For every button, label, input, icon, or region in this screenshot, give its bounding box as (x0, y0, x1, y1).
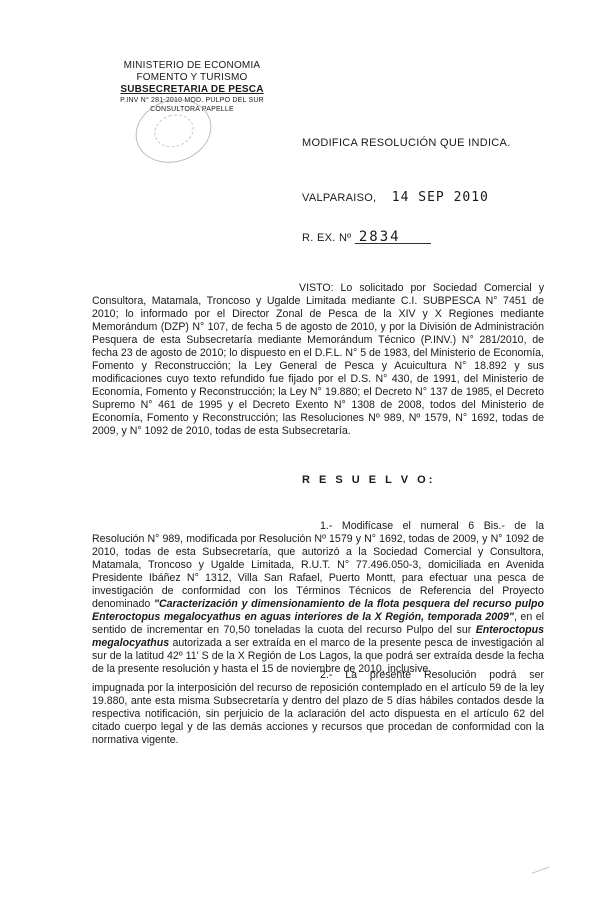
file-reference: P.INV N° 281-2010 MOD. PULPO DEL SUR (120, 97, 264, 104)
ministry-name: MINISTERIO DE ECONOMIA (123, 60, 261, 71)
ministry-subtitle: FOMENTO Y TURISMO (136, 72, 248, 83)
species-name: Enteroctopus megalocyathus (92, 624, 544, 649)
article-2-paragraph (92, 669, 544, 747)
date-stamp: 14 SEP 2010 (391, 190, 489, 205)
visto-paragraph (92, 282, 544, 438)
resuelvo-heading: R E S U E L V O: (302, 474, 436, 486)
visto-text: VISTO: Lo solicitado por Sociedad Comercial y Consultora, Matamala, Troncoso y Ugalde Limitada mediante C.I. SUBPESCA N° 7451 de 2010; lo informado por el Director Zonal de Pesca de la XIV y X Regiones mediante Memorándum (DZP) N° 107, de fecha 5 de agosto de 2010, y por la División de Administración Pesquera de esta Subsecretaría mediante Memorándum Técnico (P.INV.) N° 281/2010, de fecha 23 de agosto de 2010; lo dispuesto en el D.F.L. N° 5 de 1983, del Ministerio de Economía, Fomento y Reconstrucción; la Ley General de Pesca y Acuicultura N° 18.892 y sus modificaciones cuyo texto refundido fue fijado por el D.S. N° 430, de 1991, del Ministerio de Economía, Fomento y Reconstrucción; la Ley N° 19.880; el Decreto N° 137 de 1985, el Decreto Supremo N° 461 de 1995 y el Decreto Exento N° 1308 de 2008, todos del Ministerio de Economía, Fomento y Reconstrucción; las Resoluciones Nº 989, Nº 1579, N° 1692, todas de 2009, y N° 1092 de 2010, todas de esta Subsecretaría. (92, 282, 544, 437)
subsecretary-name: SUBSECRETARIA DE PESCA (120, 84, 264, 95)
project-name: "Caracterización y dimensionamiento de la flota pesquera del recurso pulpo Enteroctopus megalocyathus en aguas interiores de la X Región, temporada 2009" (92, 598, 544, 623)
article-1-paragraph (92, 520, 544, 676)
document-title: MODIFICA RESOLUCIÓN QUE INDICA. (302, 137, 511, 149)
place-label: VALPARAISO, (302, 192, 377, 204)
article-1-text-a: 1.- Modifícase el numeral 6 Bis.- de la Resolución N° 989, modificada por Resolución Nº 1579 y N° 1692, todas de 2009, y N° 1092 de 2010, todas de esta Subsecretaría, que autorizó a la Sociedad Comercial y Consultora, Matamala, Troncoso y Ugalde Limitada, R.U.T. N° 77.496.050-3, domiciliada en Avenida Presidente Ibáñez N° 1312, Villa San Rafael, Puerto Montt, para efectuar una pesca de investigación de conformidad con los Términos Técnicos de Referencia del Proyecto denominado (92, 520, 544, 610)
rex-number: 2834 (355, 232, 431, 244)
resolution-number-line (302, 229, 431, 245)
article-2-text: 2.- La presente Resolución podrá ser impugnada por la interposición del recurso de reposición contemplado en el artículo 59 de la ley 19.880, ante esta misma Subsecretaría y dentro del plazo de 5 días hábiles contados desde la respectiva notificación, sin perjuicio de la aclaración del acto dispuesta en el artículo 62 del citado cuerpo legal y de las demás acciones y recursos que procedan de conformidad con la normativa vigente. (92, 669, 544, 746)
rex-label: R. EX. Nº (302, 232, 352, 244)
initials-mark (529, 859, 549, 874)
file-reference-2: CONSULTORA PAPELLE (150, 106, 234, 113)
date-line (302, 190, 489, 205)
article-1-text-e: autorizada a ser extraída en el marco de la presente pesca de investigación al sur de la latitud 42º 11' S de la X Región de Los Lagos, la que podrá ser extraída desde la fecha de la presente resolución y hasta el 15 de noviembre de 2010, inclusive. (92, 637, 544, 675)
article-1-text-c: , en el sentido de incrementar en 70,50 toneladas la cuota del recurso Pulpo del sur (92, 611, 544, 636)
